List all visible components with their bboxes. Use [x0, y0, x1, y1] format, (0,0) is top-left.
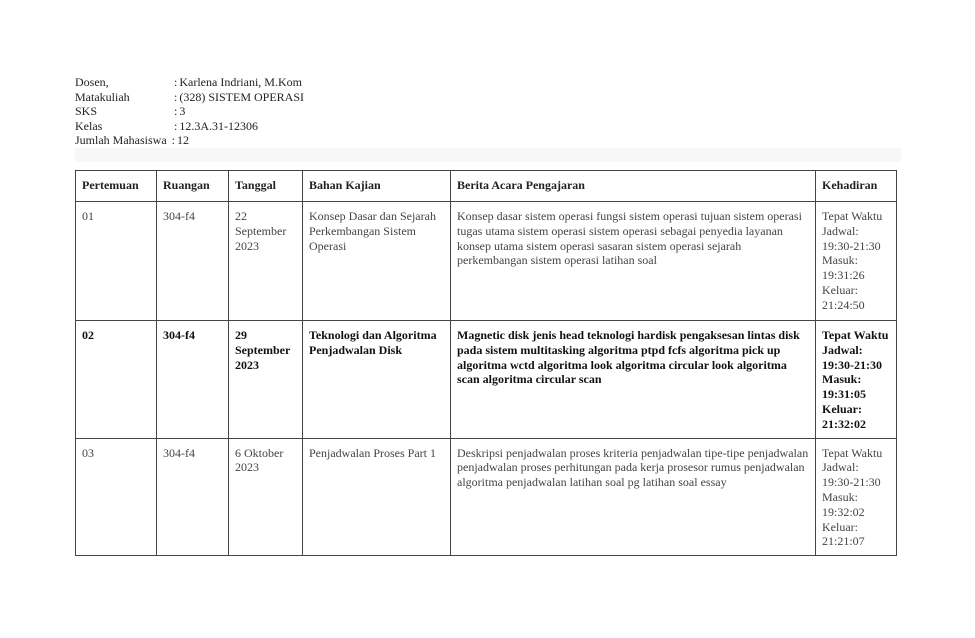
matakuliah-label: Matakuliah — [75, 89, 130, 104]
cell-tanggal: 22 September 2023 — [229, 202, 303, 321]
matakuliah-value: (328) SISTEM OPERASI — [179, 89, 305, 104]
kehadiran-masuk: Masuk: 19:32:02 — [822, 489, 865, 519]
cell-bahan: Penjadwalan Proses Part 1 — [303, 438, 451, 556]
kehadiran-masuk: Masuk: 19:31:05 — [822, 372, 866, 402]
kehadiran-keluar: Keluar: 21:24:50 — [822, 282, 865, 312]
info-kelas — [75, 119, 304, 134]
header-berita-acara: Berita Acara Pengajaran — [451, 171, 816, 202]
jumlah-label: Jumlah Mahasiswa — [75, 133, 167, 147]
jumlah-value: 12 — [177, 133, 189, 147]
header-bahan-kajian: Bahan Kajian — [303, 171, 451, 202]
cell-berita: Magnetic disk jenis head teknologi hardisk pengaksesan lintas disk pada sistem multitasking algoritma ptpd fcfs algoritma pick up algoritma wctd algoritma look algoritma circular look algoritma scan algoritma circular scan — [451, 321, 816, 439]
kehadiran-keluar: Keluar: 21:32:02 — [822, 401, 866, 431]
cell-ruangan: 304-f4 — [157, 321, 229, 439]
kehadiran-keluar: Keluar: 21:21:07 — [822, 519, 865, 549]
separator: : — [174, 118, 178, 133]
table-row — [76, 202, 897, 321]
sks-label: SKS — [75, 104, 98, 118]
attendance-table — [75, 170, 897, 556]
header-ruangan: Ruangan — [157, 171, 229, 202]
dosen-label: Dosen, — [75, 75, 109, 89]
cell-pertemuan: 02 — [76, 321, 157, 439]
cell-tanggal: 6 Oktober 2023 — [229, 438, 303, 556]
cell-tanggal: 29 September 2023 — [229, 321, 303, 439]
table-row — [76, 321, 897, 439]
cell-kehadiran — [816, 202, 897, 321]
kelas-label: Kelas — [75, 118, 103, 133]
separator: : — [174, 89, 178, 104]
cell-bahan: Konsep Dasar dan Sejarah Perkembangan Sistem Operasi — [303, 202, 451, 321]
cell-pertemuan: 03 — [76, 438, 157, 556]
kehadiran-status: Tepat Waktu — [822, 209, 883, 223]
sks-value: 3 — [179, 104, 186, 118]
cell-ruangan: 304-f4 — [157, 202, 229, 321]
kehadiran-status: Tepat Waktu — [822, 445, 883, 460]
cell-berita: Deskripsi penjadwalan proses kriteria penjadwalan tipe-tipe penjadwalan penjadwalan proses perhitungan pada kerja prosesor rumus penjadwalan algoritma penjadwalan latihan soal pg latihan soal essay — [451, 438, 816, 556]
separator: : — [174, 75, 178, 89]
info-matakuliah — [75, 90, 304, 105]
kehadiran-status: Tepat Waktu — [822, 328, 889, 342]
cell-berita: Konsep dasar sistem operasi fungsi sistem operasi tujuan sistem operasi tugas utama sistem operasi sistem operasi sebagai penyedia layanan konsep utama sistem operasi sasaran sistem operasi sejarah perkembangan sistem operasi latihan soal — [451, 202, 816, 321]
separator: : — [174, 104, 178, 118]
cell-kehadiran — [816, 321, 897, 439]
kehadiran-jadwal: Jadwal: 19:30-21:30 — [822, 342, 882, 372]
kehadiran-jadwal: Jadwal: 19:30-21:30 — [822, 460, 881, 490]
table-row — [76, 438, 897, 556]
dosen-value: Karlena Indriani, M.Kom — [179, 75, 302, 89]
header-shade — [75, 148, 901, 162]
cell-pertemuan: 01 — [76, 202, 157, 321]
cell-ruangan: 304-f4 — [157, 438, 229, 556]
info-jumlah-mahasiswa — [75, 133, 304, 148]
separator: : — [171, 133, 175, 147]
kelas-value: 12.3A.31-12306 — [179, 118, 259, 133]
course-info — [75, 75, 304, 148]
table-header-row — [76, 171, 897, 202]
header-kehadiran: Kehadiran — [816, 171, 897, 202]
header-tanggal: Tanggal — [229, 171, 303, 202]
header-pertemuan: Pertemuan — [76, 171, 157, 202]
info-sks — [75, 104, 304, 119]
cell-kehadiran — [816, 438, 897, 556]
kehadiran-jadwal: Jadwal: 19:30-21:30 — [822, 223, 881, 253]
separator — [167, 133, 170, 148]
kehadiran-masuk: Masuk: 19:31:26 — [822, 253, 865, 283]
info-dosen — [75, 75, 304, 90]
cell-bahan: Teknologi dan Algoritma Penjadwalan Disk — [303, 321, 451, 439]
